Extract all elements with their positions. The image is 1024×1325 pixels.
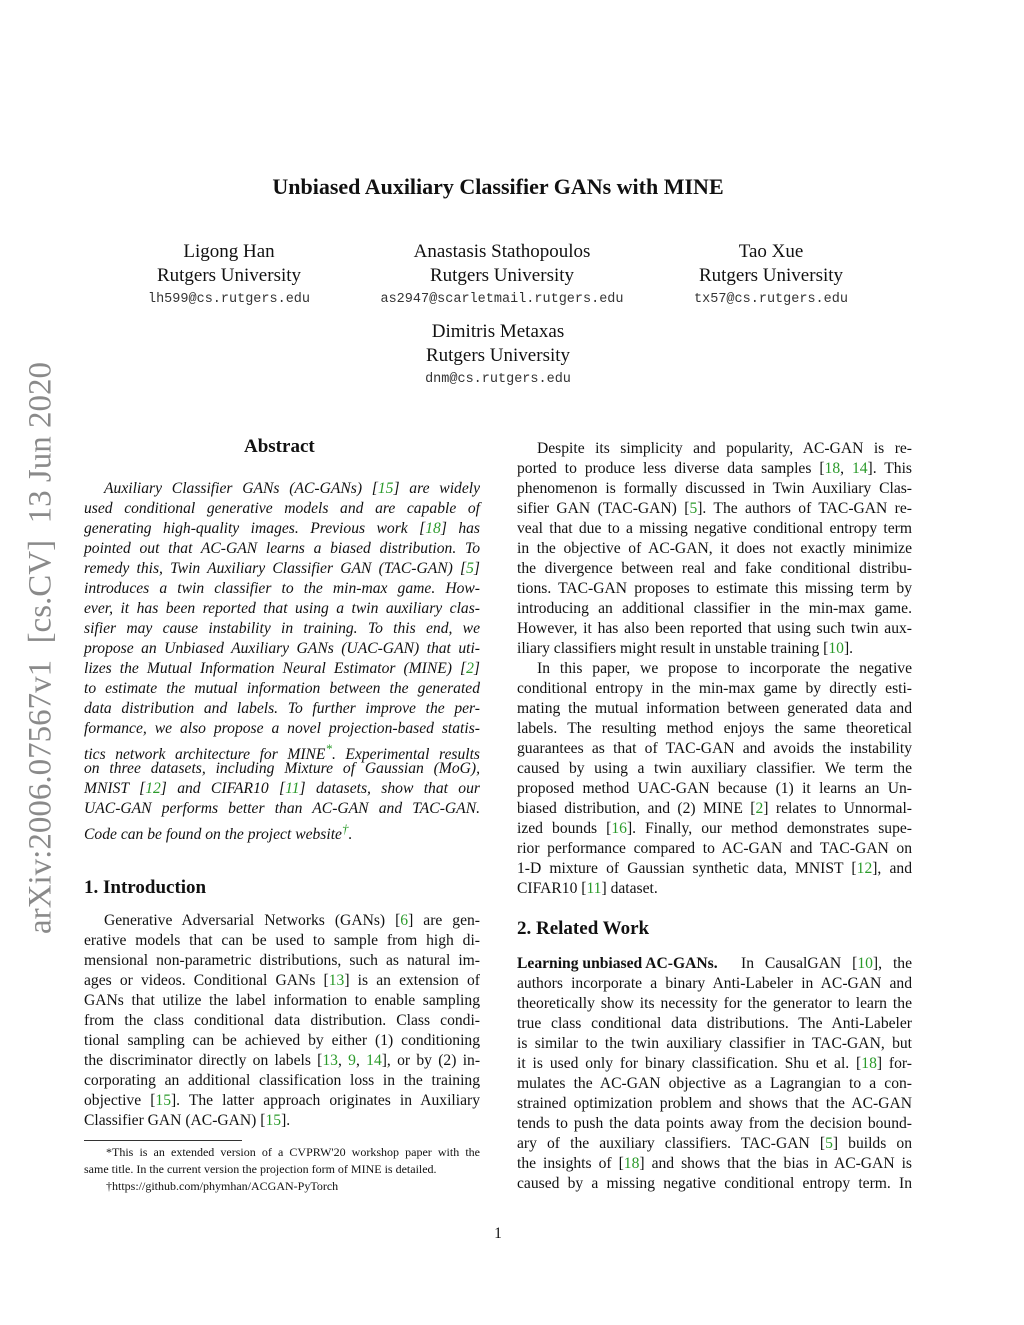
text-line: In this paper, we propose to incorporate the negative [537, 660, 912, 677]
text-line: remedy this, Twin Auxiliary Classifier GAN (TAC-GAN) [5] [84, 560, 480, 577]
author-block [69, 240, 389, 312]
footnote-1: *This is an extended version of a CVPRW'20 workshop paper with the [106, 1145, 480, 1159]
page-number: 1 [494, 1225, 502, 1242]
text-line: However, it has also been reported that using such twin aux- [517, 620, 912, 637]
footnote-rule [84, 1140, 242, 1141]
text-line: biased distribution, and (2) MINE [2] relates to Unnormal- [517, 800, 912, 817]
text-line: it is used only for binary classification. Shu et al. [18] for- [517, 1055, 912, 1072]
text-line: ages or videos. Conditional GANs [13] is an extension of [84, 972, 480, 989]
text-line: sifier GAN (TAC-GAN) [5]. The authors of TAC-GAN re- [517, 500, 912, 517]
text-line: veal that due to a missing negative conditional entropy term [517, 520, 912, 537]
text-line: lizes the Mutual Information Neural Estimator (MINE) [2] [84, 660, 480, 677]
text-line: erative models that can be used to sample from high di- [84, 932, 480, 949]
text-line: proposed method UAC-GAN because (1) it learns an Un- [517, 780, 912, 797]
text-line: tends to push the data points away from the decision bound- [517, 1115, 912, 1132]
text-line: MNIST [12] and CIFAR10 [11] datasets, show that our [84, 780, 480, 797]
text-line: the divergence between real and fake conditional distribu- [517, 560, 912, 577]
author-affiliation: Rutgers University [156, 265, 302, 286]
text-line: Generative Adversarial Networks (GANs) [6] are gen- [104, 912, 481, 929]
text-line: the discriminator directly on labels [13, 9, 14], or by (2) in- [84, 1052, 481, 1069]
text-line: Classifier GAN (AC-GAN) [15]. [84, 1112, 291, 1129]
text-line: pointed out that AC-GAN learns a biased distribution. To [84, 540, 480, 557]
text-line: true class conditional data distributions. The Anti-Labeler [517, 1015, 912, 1032]
text-line: generating high-quality images. Previous work [18] has [84, 520, 480, 537]
author-email: tx57@cs.rutgers.edu [694, 292, 848, 307]
text-line: strained optimization problem and shows that the AC-GAN [517, 1095, 912, 1112]
text-line: GANs that utilize the label information to enable sampling [84, 992, 480, 1009]
text-line: UAC-GAN performs better than AC-GAN and TAC-GAN. [84, 800, 480, 817]
text-line: authors incorporate a binary Anti-Labeler in AC-GAN and [517, 975, 912, 992]
author-block [611, 240, 931, 312]
text-line: labels. The resulting method enjoys the same theoretical [517, 720, 912, 737]
author-email: lh599@cs.rutgers.edu [147, 292, 311, 307]
text-line: ary of the auxiliary classifiers. TAC-GAN [5] builds on [517, 1135, 912, 1152]
author-email: as2947@scarletmail.rutgers.edu [380, 292, 624, 307]
author-block [338, 320, 658, 392]
text-line: tional sampling can be achieved by either (1) conditioning [84, 1032, 480, 1049]
text-line: introducing an additional classifier in the min-max game. [517, 600, 912, 617]
text-line: data distribution and labels. To further improve the per- [84, 700, 480, 717]
text-line: theoretically show its necessity for the generator to learn the [517, 995, 912, 1012]
text-line: phenomenon is formally discussed in Twin Auxiliary Clas- [517, 480, 912, 497]
author-affiliation: Rutgers University [698, 265, 844, 286]
author-name: Anastasis Stathopoulos [413, 241, 591, 262]
text-line: Auxiliary Classifier GANs (AC-GANs) [15] are widely [104, 480, 480, 497]
text-line: caused by a missing negative conditional entropy term. In [517, 1175, 912, 1192]
text-line: used conditional generative models and are capable of [84, 500, 480, 517]
author-email: dnm@cs.rutgers.edu [425, 372, 571, 387]
text-line: ized bounds [16]. Finally, our method demonstrates supe- [517, 820, 912, 837]
author-name: Dimitris Metaxas [431, 321, 565, 342]
abstract-heading: Abstract [244, 436, 315, 457]
run-in-heading: Learning unbiased AC-GANs. [517, 955, 718, 972]
text-line: Despite its simplicity and popularity, AC-GAN is re- [537, 440, 912, 457]
text-line: guarantees as that of TAC-GAN and avoids the instability [517, 740, 912, 757]
text-line: Code can be found on the project website†. [84, 821, 353, 844]
text-line: mating the mutual information between generated data and [517, 700, 912, 717]
author-name: Tao Xue [738, 241, 804, 262]
author-affiliation: Rutgers University [429, 265, 575, 286]
text-line: introduces a twin classifier to the min-max game. How- [84, 580, 480, 597]
text-line: propose an Unbiased Auxiliary GANs (UAC-GAN) that uti- [84, 640, 480, 657]
text-line: from the class conditional data distribution. Class condi- [84, 1012, 480, 1029]
author-name: Ligong Han [183, 241, 275, 262]
text-line: tions. TAC-GAN proposes to estimate this missing term by [517, 580, 912, 597]
text-line: to estimate the mutual information between the generated [84, 680, 480, 697]
text-line: formance, we also propose a novel projection-based statis- [84, 720, 480, 737]
text-line: rior performance compared to AC-GAN and TAC-GAN on [517, 840, 912, 857]
text-line: the insights of [18] and shows that the bias in AC-GAN is [517, 1155, 912, 1172]
related-work-heading: 2. Related Work [517, 918, 650, 939]
text-line: sifier may cause instability in training. To this end, we [84, 620, 480, 637]
text-line: is similar to the twin auxiliary classifier in TAC-GAN, but [517, 1035, 912, 1052]
text-line: CIFAR10 [11] dataset. [517, 880, 658, 897]
footnote-1-cont: same title. In the current version the projection form of MINE is detailed. [84, 1162, 437, 1176]
text-line: iliary classifiers might result in unstable training [10]. [517, 640, 854, 657]
introduction-heading: 1. Introduction [84, 877, 207, 898]
footnote-2: †https://github.com/phymhan/ACGAN-PyTorch [106, 1179, 339, 1193]
text-line: 1-D mixture of Gaussian synthetic data, MNIST [12], and [517, 860, 913, 877]
text-line: In CausalGAN [10], the [741, 955, 912, 972]
arxiv-stamp: arXiv:2006.07567v1 [cs.CV] 13 Jun 2020 [22, 362, 59, 934]
text-line: corporating an additional classification loss in the training [84, 1072, 480, 1089]
text-line: objective [15]. The latter approach originates in Auxiliary [84, 1092, 480, 1109]
author-affiliation: Rutgers University [425, 345, 571, 366]
text-line: tics network architecture for MINE*. Experimental results [84, 741, 480, 764]
text-line: ported to produce less diverse data samples [18, 14]. This [517, 460, 912, 477]
paper-title: Unbiased Auxiliary Classifier GANs with MINE [272, 174, 724, 199]
text-line: mensional non-parametric distributions, such as natural im- [84, 952, 480, 969]
text-line: conditional entropy in the min-max game by directly esti- [517, 680, 912, 697]
text-line: ever, it has been reported that using a twin auxiliary clas- [84, 600, 480, 617]
text-line: in the objective of AC-GAN, it does not exactly minimize [517, 540, 912, 557]
text-line: on three datasets, including Mixture of Gaussian (MoG), [84, 760, 480, 777]
text-line: caused by using a twin auxiliary classifier. We term the [517, 760, 912, 777]
text-line: mulates the AC-GAN objective as a Lagrangian to a con- [517, 1075, 912, 1092]
